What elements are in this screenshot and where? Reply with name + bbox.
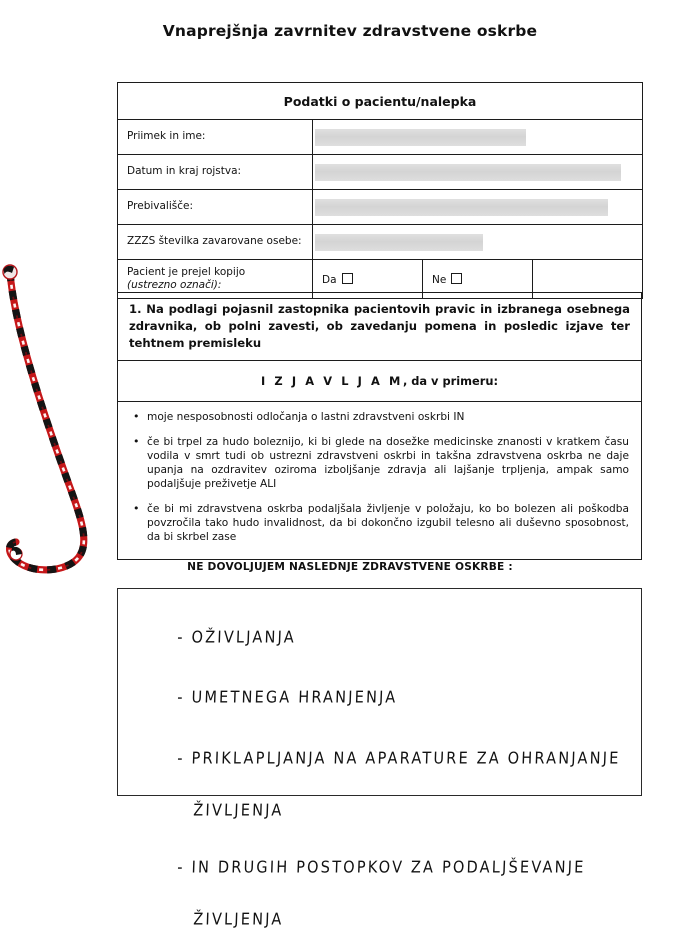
list-item: • če bi trpel za hudo boleznijo, ki bi glede na dosežke medicinske znanosti v kratkem času vodila v smrt tudi ob ustrezni zdravstveni oskrbi in takšna zdravstvena oskrba ne daje upanja na ozdravitev oziroma izboljšanje zdravja ali lajšanje trpljenja, ampak samo podaljšuje preživetje ALI (130, 436, 629, 492)
statement-declaration-line (118, 360, 641, 402)
value-birth-date-place[interactable] (313, 155, 643, 190)
table-row (118, 190, 643, 225)
statement-paragraph-1: 1. Na podlagi pojasnil zastopnika pacientovih pravic in izbranega osebnega zdravnika, ob polni zavesti, ob zavedanju pomena in posledic izjave ter tehtnem premisleku (129, 302, 630, 350)
table-row (118, 120, 643, 155)
redaction-bar (315, 234, 483, 251)
patient-data-table (117, 82, 643, 299)
value-surname-name[interactable] (313, 120, 643, 155)
redaction-bar (315, 199, 608, 216)
list-item: • če bi mi zdravstvena oskrba podaljšala življenje v položaju, ko bo bolezen ali poškodba povzročila tako hudo invalidnost, da bi dokončno izgubil telesno ali duševno sposobnost, da bi skrbel zase (130, 503, 629, 545)
table-row (118, 155, 643, 190)
handwritten-line-continuation: ŽIVLJENJA (192, 802, 284, 821)
label-copy-received-line1: Pacient je prejel kopijo (127, 266, 246, 278)
statement-bullet-list (118, 402, 641, 559)
label-residence: Prebivališče: (118, 190, 313, 225)
handwritten-line: - UMETNEGA HRANJENJA (176, 689, 398, 708)
redaction-bar (315, 129, 526, 146)
handwritten-line: - PRIKLAPLJANJA NA APARATURE ZA OHRANJANJE (176, 749, 621, 768)
declaration-keyword: I Z J A V L J A M (261, 374, 403, 389)
label-copy-received-line2: (ustrezno označi): (127, 279, 222, 292)
checkbox-no[interactable] (451, 273, 462, 284)
label-surname-name: Priimek in ime: (118, 120, 313, 155)
table-header-row (118, 83, 643, 120)
table-row (118, 225, 643, 260)
declaration-rest: , da v primeru: (402, 374, 498, 389)
option-yes-label: Da (322, 273, 337, 286)
value-zzzs-number[interactable] (313, 225, 643, 260)
label-zzzs-number: ZZZS številka zavarovane osebe: (118, 225, 313, 260)
handwritten-lines (118, 589, 641, 943)
statement-block (117, 292, 642, 560)
list-item: • moje nesposobnosti odločanja o lastni zdravstveni oskrbi IN (130, 411, 629, 425)
statement-box (117, 292, 642, 560)
twisted-red-black-cord-icon (0, 262, 113, 587)
redaction-bar (315, 164, 621, 181)
checkbox-yes[interactable] (342, 273, 353, 284)
page-title: Vnaprejšnja zavrnitev zdravstvene oskrbe (162, 22, 538, 40)
label-birth-date-place: Datum in kraj rojstva: (118, 155, 313, 190)
handwritten-line: - OŽIVLJANJA (176, 628, 297, 647)
handwritten-line-continuation: ŽIVLJENJA (192, 911, 284, 930)
handwritten-answer-box[interactable] (117, 588, 642, 930)
value-residence[interactable] (313, 190, 643, 225)
patient-table-header: Podatki o pacientu/nalepka (118, 83, 643, 120)
refusal-section-heading: NE DOVOLJUJEM NASLEDNJE ZDRAVSTVENE OSKRBE : (187, 561, 513, 573)
option-no-label: Ne (432, 273, 447, 286)
handwritten-line: - IN DRUGIH POSTOPKOV ZA PODALJŠEVANJE (176, 858, 586, 877)
